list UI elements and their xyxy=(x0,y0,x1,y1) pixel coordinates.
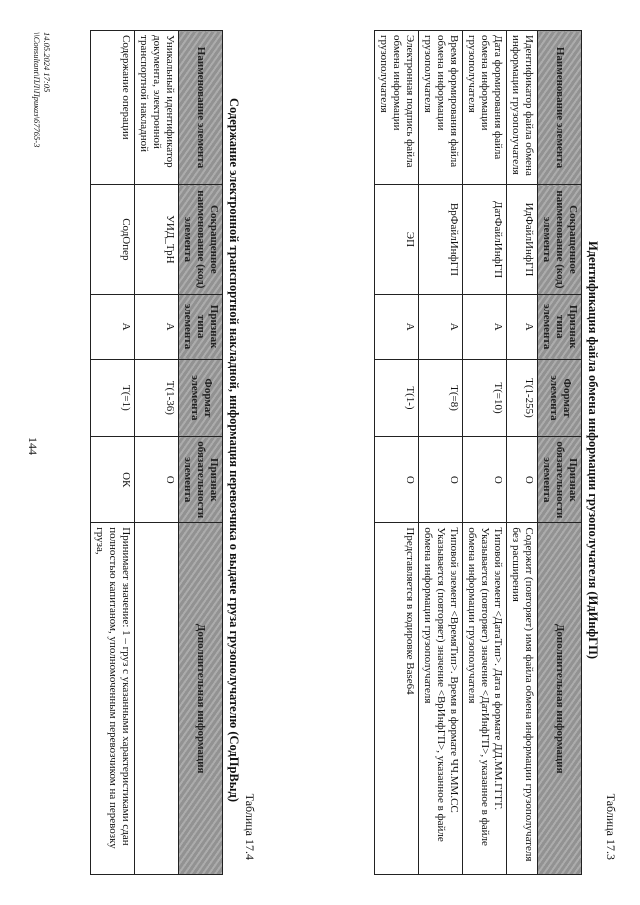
table-cell: А xyxy=(507,294,538,359)
table-cell: Т(=10) xyxy=(463,359,507,437)
table-title: Идентификация файла обмена информации грузополучателя (ИдИнфГП) xyxy=(586,240,600,660)
table-row xyxy=(375,31,419,875)
table-cell: А xyxy=(375,294,419,359)
table-cell: ВрФайлИнфГП xyxy=(419,185,463,295)
table-cell: Идентификатор файла обмена информации грузополучателя xyxy=(507,31,538,185)
data-table xyxy=(374,30,582,875)
table-cell: ЭП xyxy=(375,185,419,295)
table-cell: ИдФайлИнфГП xyxy=(507,185,538,295)
header-cell: Формат элемента xyxy=(179,359,223,437)
table-cell: Представляется в кодировке Base64 xyxy=(375,523,419,875)
header-cell: Признак обязательности элемента xyxy=(538,437,582,523)
table-cell: О xyxy=(419,437,463,523)
header-cell: Дополнительная информация xyxy=(179,523,223,875)
table-cell: А xyxy=(419,294,463,359)
table-header-row xyxy=(179,31,223,875)
table-title: Содержание электронной транспортной накладной, информация перевозчика о выдаче груза грузополучателю (СодПрВыд) xyxy=(227,98,241,802)
header-cell: Формат элемента xyxy=(538,359,582,437)
table-cell: ОК xyxy=(91,437,135,523)
footer-date: 14.05.2024 17:05 xyxy=(42,32,52,93)
table-cell: Типовой элемент <ВремяТип>. Время в формате ЧЧ.ММ.СС Указывается (повторяет) значение <ВрИнфГП>, указанное в файле обмена информации грузополучателя xyxy=(419,523,463,875)
data-table xyxy=(90,30,223,875)
table-cell: Принимает значение: 1 – груз с указанными характеристиками сдан полностью капитаном, уполномоченным перевозчиком на перевозку груза, xyxy=(91,523,135,875)
table-cell: А xyxy=(91,294,135,359)
table-row xyxy=(419,31,463,875)
table-label: Таблица 17.3 xyxy=(604,793,618,860)
header-cell: Дополнительная информация xyxy=(538,523,582,875)
table-cell: Содержит (повторяет) имя файла обмена информации грузополучателя без расширения xyxy=(507,523,538,875)
table-cell: А xyxy=(135,294,179,359)
footer-stamp xyxy=(32,32,52,147)
table-cell: Содержание операции xyxy=(91,31,135,185)
table-cell: Типовой элемент <ДатаТип>. Дата в формате ДД.ММ.ГГГГ. Указывается (повторяет) значение <ДатИнфГП>, указанное в файле обмена информации грузополучателя xyxy=(463,523,507,875)
table-header-row xyxy=(538,31,582,875)
table-cell: Т(1-) xyxy=(375,359,419,437)
table-cell: Т(1-255) xyxy=(507,359,538,437)
table-row xyxy=(135,31,179,875)
table-cell xyxy=(135,523,179,875)
table-cell: Уникальный идентификатор документа, электронной транспортной накладной xyxy=(135,31,179,185)
header-cell: Признак типа элемента xyxy=(179,294,223,359)
table-row xyxy=(91,31,135,875)
header-cell: Сокращенное наименование (код) элемента xyxy=(538,185,582,295)
header-cell: Признак типа элемента xyxy=(538,294,582,359)
table-row xyxy=(463,31,507,875)
header-cell: Наименование элемента xyxy=(179,31,223,185)
table-cell: Т(=1) xyxy=(91,359,135,437)
page-number: 144 xyxy=(26,437,40,455)
table-cell: Т(=8) xyxy=(419,359,463,437)
table-cell: А xyxy=(463,294,507,359)
table-cell: ДатФайлИнфГП xyxy=(463,185,507,295)
table-cell: Время формирования файла обмена информации грузополучателя xyxy=(419,31,463,185)
table-row xyxy=(507,31,538,875)
table-cell: СодОпер xyxy=(91,185,135,295)
header-cell: Признак обязательности элемента xyxy=(179,437,223,523)
table-cell: УИД_ТрН xyxy=(135,185,179,295)
table-label: Таблица 17.4 xyxy=(243,793,257,860)
table-cell: О xyxy=(463,437,507,523)
header-cell: Наименование элемента xyxy=(538,31,582,185)
table-cell: О xyxy=(135,437,179,523)
header-cell: Сокращенное наименование (код) элемента xyxy=(179,185,223,295)
table-cell: Т(1-36) xyxy=(135,359,179,437)
table-cell: Электронная подпись файла обмена информации грузополучателя xyxy=(375,31,419,185)
table-cell: Дата формирования файла обмена информации грузополучателя xyxy=(463,31,507,185)
table-cell: О xyxy=(507,437,538,523)
table-cell: О xyxy=(375,437,419,523)
footer-path: \\Consultant\ПЛ\Приказ\67765-3 xyxy=(31,32,42,148)
